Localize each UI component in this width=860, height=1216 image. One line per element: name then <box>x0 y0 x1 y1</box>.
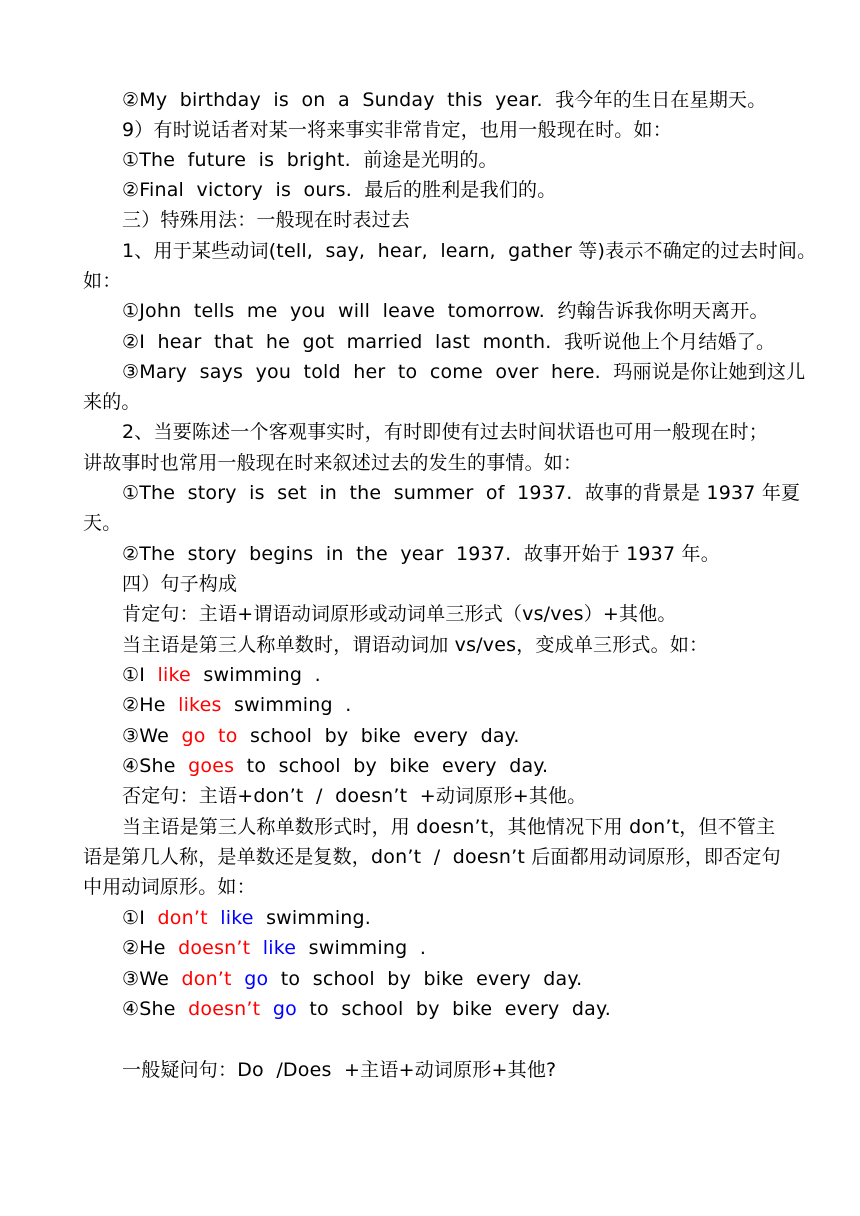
sentence-start: ④She <box>122 755 189 777</box>
rule-text: 9）有时说话者对某一将来事实非常肯定，也用一般现在时。如： <box>122 119 672 141</box>
example-sentence: 来的。 <box>83 391 141 413</box>
spacer <box>260 998 272 1020</box>
rule-text: 当主语是第三人称单数形式时，用 doesn’t，其他情况下用 don’t，但不管主 <box>122 816 776 838</box>
highlight-verb: go to <box>181 725 238 747</box>
highlight-verb: go <box>272 998 297 1020</box>
example-sentence: ③Mary says you told her to come over here. 玛丽说是你让她到这儿 <box>122 361 806 383</box>
example-sentence: ②I hear that he got married last month. 我听说他上个月结婚了。 <box>122 331 776 353</box>
sentence-start: ②He <box>122 694 179 716</box>
example-sentence: ①The future is bright. 前途是光明的。 <box>122 149 498 171</box>
spacer <box>250 937 262 959</box>
example-sentence <box>0 693 860 717</box>
highlight-auxiliary: doesn’t <box>188 998 261 1020</box>
sentence-end: to school by bike every day. <box>268 968 583 990</box>
sentence-start: ②He <box>122 937 179 959</box>
sentence-start: ③We <box>122 725 182 747</box>
sentence-end: swimming . <box>221 694 352 716</box>
example-sentence <box>0 663 860 687</box>
sentence-start: ④She <box>122 998 189 1020</box>
sentence-end: swimming . <box>190 664 321 686</box>
example-sentence <box>0 936 860 960</box>
example-sentence <box>0 967 860 991</box>
rule-text: 1、用于某些动词(tell, say, hear, learn, gather 等)表示不确定的过去时间。 <box>122 240 817 262</box>
example-sentence <box>0 997 860 1021</box>
highlight-verb: like <box>262 937 297 959</box>
example-sentence: ②The story begins in the year 1937. 故事开始于 1937 年。 <box>122 543 720 565</box>
highlight-verb: like <box>157 664 191 686</box>
sentence-start: ③We <box>122 968 182 990</box>
rule-text: 语是第几人称，是单数还是复数，don’t / doesn’t 后面都用动词原形，即否定句 <box>83 846 781 868</box>
highlight-auxiliary: don’t <box>181 968 232 990</box>
highlight-auxiliary: don’t <box>157 907 208 929</box>
rule-text: 一般疑问句：Do /Does +主语+动词原形+其他? <box>122 1059 557 1081</box>
rule-text: 讲故事时也常用一般现在时来叙述过去的发生的事情。如： <box>83 452 583 474</box>
highlight-verb: goes <box>188 755 235 777</box>
example-sentence: ①The story is set in the summer of 1937. 故事的背景是 1937 年夏 <box>122 482 801 504</box>
rule-text: 当主语是第三人称单数时，谓语动词加 vs/ves，变成单三形式。如： <box>122 634 709 656</box>
rule-text: 否定句：主语+don’t / doesn’t +动词原形+其他。 <box>122 785 587 807</box>
highlight-verb: go <box>244 968 269 990</box>
highlight-verb: like <box>220 907 254 929</box>
example-sentence: ②My birthday is on a Sunday this year. 我今年的生日在星期天。 <box>122 89 767 111</box>
spacer <box>208 907 220 929</box>
example-sentence <box>0 906 860 930</box>
sentence-end: to school by bike every day. <box>296 998 611 1020</box>
sentence-end: to school by bike every day. <box>234 755 549 777</box>
section-heading: 四）句子构成 <box>122 573 238 595</box>
example-sentence: ①John tells me you will leave tomorrow. 约翰告诉我你明天离开。 <box>122 300 769 322</box>
example-sentence <box>0 724 860 748</box>
rule-text: 中用动词原形。如： <box>83 876 256 898</box>
rule-text: 2、当要陈述一个客观事实时，有时即使有过去时间状语也可用一般现在时； <box>122 421 768 443</box>
rule-text: 肯定句：主语+谓语动词原形或动词单三形式（vs/ves）+其他。 <box>122 603 677 625</box>
rule-text: 如： <box>83 270 122 292</box>
sentence-start: ①I <box>122 907 158 929</box>
example-sentence: 天。 <box>83 512 122 534</box>
sentence-end: swimming. <box>253 907 372 929</box>
highlight-auxiliary: doesn’t <box>178 937 251 959</box>
section-heading: 三）特殊用法：一般现在时表过去 <box>122 209 411 231</box>
highlight-verb: likes <box>178 694 222 716</box>
sentence-end: swimming . <box>296 937 427 959</box>
example-sentence <box>0 754 860 778</box>
spacer <box>232 968 244 990</box>
sentence-start: ①I <box>122 664 158 686</box>
example-sentence: ②Final victory is ours. 最后的胜利是我们的。 <box>122 179 557 201</box>
sentence-end: school by bike every day. <box>237 725 520 747</box>
